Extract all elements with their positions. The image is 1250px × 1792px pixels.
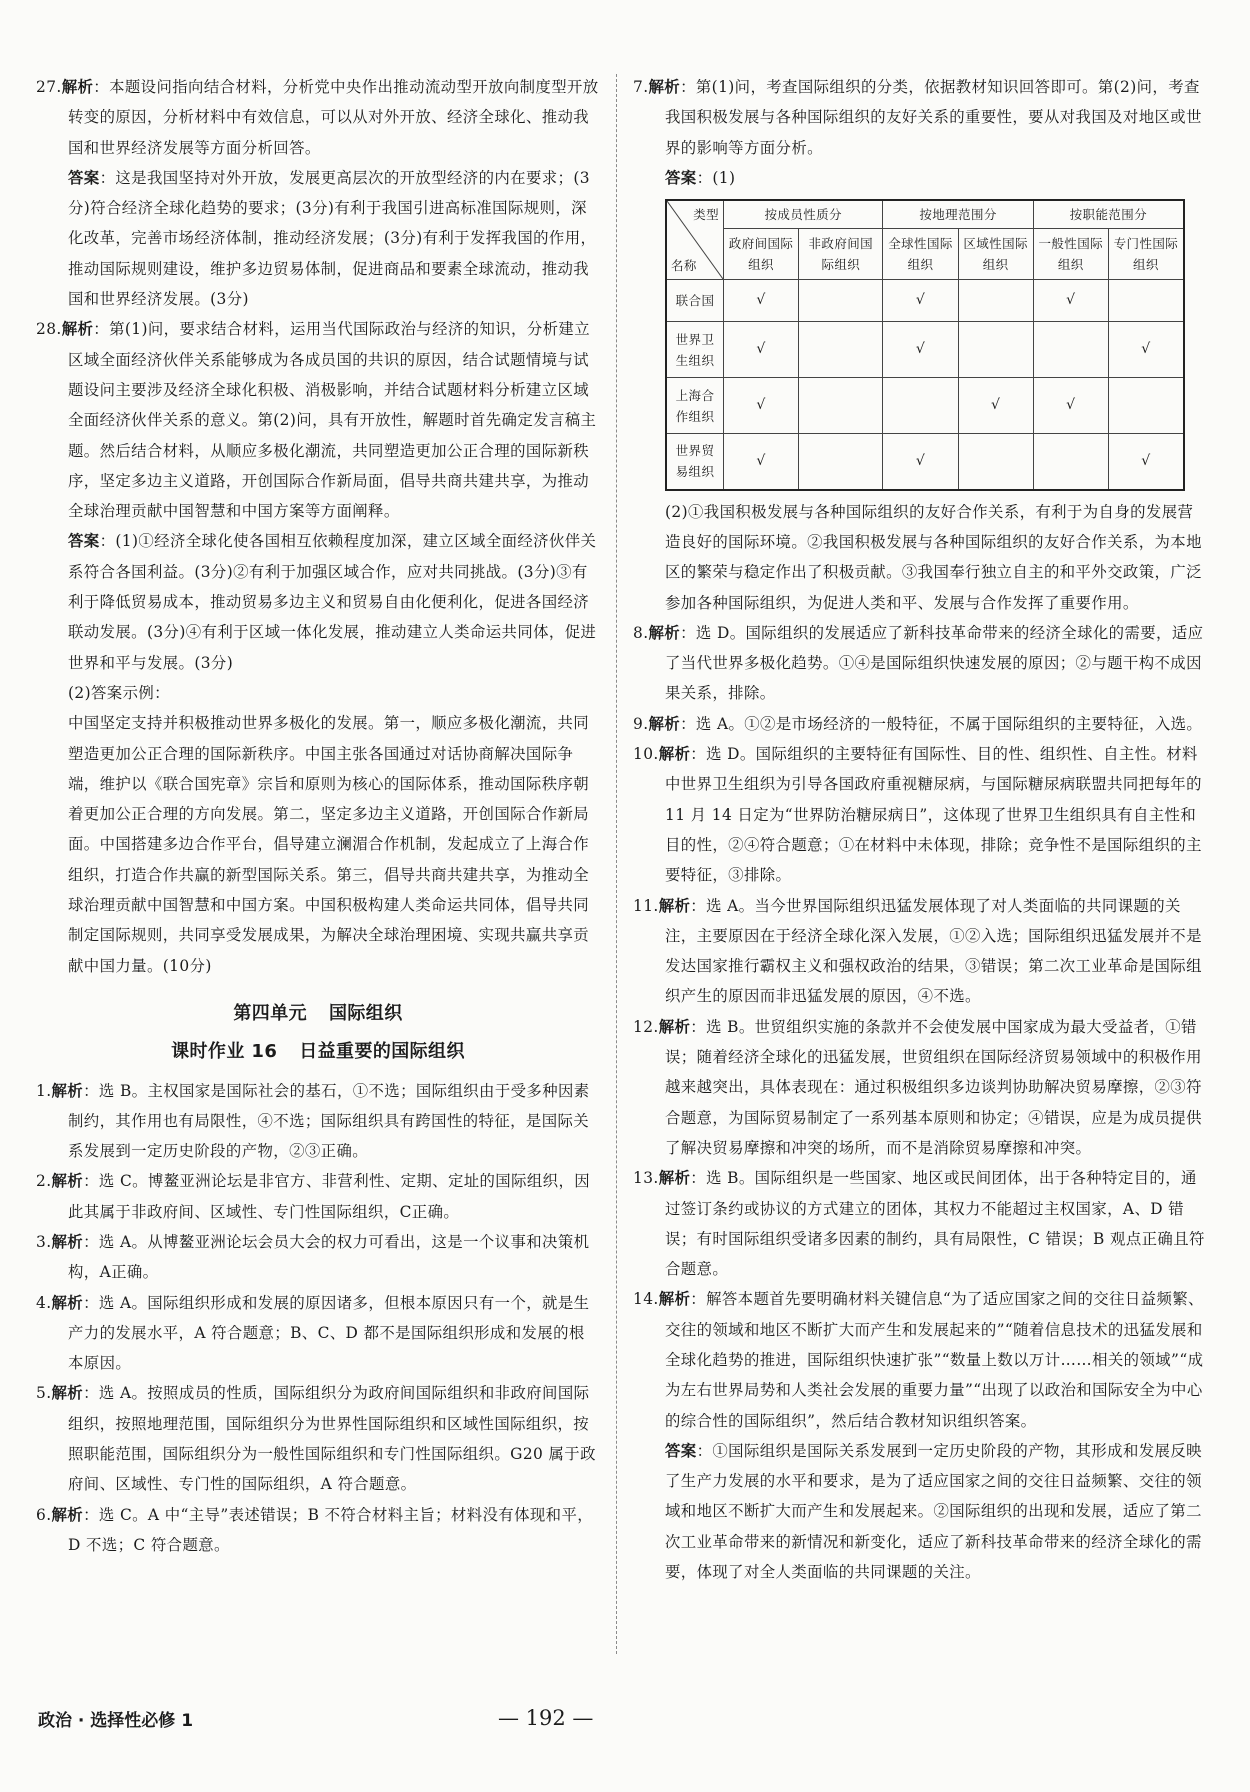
row-name: 世界贸易组织 — [666, 434, 724, 490]
sub-header: 区域性国际组织 — [958, 229, 1033, 280]
answer-14: 答案：①国际组织是国际关系发展到一定历史阶段的产物，其形成和发展反映了生产力发展的水平和要求，是为了适应国家之间的交往日益频繁、交往的领域和地区不断扩大而产生和发展起来。②国际组织的出现和发展，适应了第二次工业革命带来的新情况和新变化，适应了新科技革命带来的经济全球化的需要，体现了对全人类面临的共同课题的关注。 — [665, 1441, 1202, 1582]
page-number: — 192 — — [498, 1706, 594, 1730]
question-9: 9.解析：选 A。①②是市场经济的一般特征，不属于国际组织的主要特征，入选。 — [633, 714, 1203, 733]
check-cell: √ — [1108, 434, 1184, 490]
question-13: 13.解析：选 B。国际组织是一些国家、地区或民间团体，出于各种特定目的，通过签订条约或协议的方式建立的团体，其权力不能超过主权国家，A、D 错误；有时国际组织受诸多因素的制约，具有局限性，C 错误；B 观点正确且符合题意。 — [633, 1169, 1205, 1279]
check-cell — [1033, 322, 1108, 378]
question-1: 1.解析：选 B。主权国家是国际社会的基石，①不选；国际组织由于受多种因素制约，其作用也有局限性，④不选；国际组织具有跨国性的特征，是国际关系发展到一定历史阶段的产物，②③正确。 — [36, 1081, 590, 1161]
answer-28-part2-head: (2)答案示例： — [68, 683, 170, 702]
question-11: 11.解析：选 A。当今世界国际组织迅猛发展体现了对人类面临的共同课题的关注，主要原因在于经济全球化深入发展，①②入选；国际组织迅猛发展并不是发达国家推行霸权主义和强权政治的结果，③错误；第二次工业革命是国际组织产生的原因而非迅猛发展的原因，④不选。 — [633, 896, 1202, 1006]
question-8: 8.解析：选 D。国际组织的发展适应了新科技革命带来的经济全球化的需要，适应了当代世界多极化趋势。①④是国际组织快速发展的原因；②与题干构不成因果关系，排除。 — [633, 623, 1204, 703]
classification-table — [665, 199, 1185, 491]
lesson-title: 课时作业 16 日益重要的国际组织 — [171, 1041, 465, 1063]
check-cell — [958, 280, 1033, 322]
question-14: 14.解析：解答本题首先要明确材料关键信息“为了适应国家之间的交往日益频繁、交往的领域和地区不断扩大而产生和发展起来的”“随着信息技术的迅猛发展和全球化趋势的推进，国际组织快速扩张”“数量上数以万计……相关的领域”“成为左右世界局势和人类社会发展的重要力量”“出现了以政治和国际安全为中心的综合性的国际组织”，然后结合教材知识组织答案。 — [633, 1290, 1204, 1430]
answer-28-part2: 中国坚定支持并积极推动世界多极化的发展。第一，顺应多极化潮流，共同塑造更加公正合理的国际新秩序。中国主张各国通过对话协商解决国际争端，维护以《联合国宪章》宗旨和原则为核心的国际体系，推动国际秩序朝着更加公正合理的方向发展。第二，坚定多边主义道路，开创国际合作新局面。中国搭建多边合作平台，倡导建立澜湄合作机制，发起成立了上海合作组织，打造合作共赢的新型国际关系。第三，倡导共商共建共享，为推动全球治理贡献中国智慧和中国方案。中国积极构建人类命运共同体，倡导共同制定国际规则，共同享受发展成果，为解决全球治理困境、实现共赢共享贡献中国力量。(10分) — [68, 714, 590, 975]
check-cell: √ — [883, 322, 958, 378]
table-row — [666, 434, 1184, 490]
answer-7-part2: (2)①我国积极发展与各种国际组织的友好合作关系，有利于为自身的发展营造良好的国际环境。②我国积极发展与各种国际组织的友好合作关系，为本地区的繁荣与稳定作出了积极贡献。③我国奉行独立自主的和平外交政策，广泛参加各种国际组织，为促进人类和平、发展与合作发挥了重要作用。 — [665, 502, 1202, 612]
check-cell: √ — [724, 322, 799, 378]
check-cell: √ — [883, 280, 958, 322]
corner-type-label: 类型 — [693, 207, 719, 223]
question-27: 27.解析：本题设问指向结合材料，分析党中央作出推动流动型开放向制度型开放转变的原因，分析材料中有效信息，可以从对外开放、经济全球化、推动我国和世界经济发展等方面分析回答。 — [36, 78, 599, 157]
question-7: 7.解析：第(1)问，考查国际组织的分类，依据教材知识回答即可。第(2)问，考查我国积极发展与各种国际组织的友好关系的重要性，要从对我国及对地区或世界的影响等方面分析。 — [633, 78, 1202, 157]
question-6: 6.解析：选 C。A 中“主导”表述错误；B 不符合材料主旨；材料没有体现和平，D 不选；C 符合题意。 — [36, 1505, 594, 1554]
group-header: 按成员性质分 — [724, 200, 883, 229]
check-cell: √ — [724, 280, 799, 322]
sub-header: 政府间国际组织 — [724, 229, 799, 280]
check-cell — [1108, 280, 1184, 322]
check-cell: √ — [724, 378, 799, 434]
question-2: 2.解析：选 C。博鳌亚洲论坛是非官方、非营利性、定期、定址的国际组织，因此其属于非政府间、区域性、专门性国际组织，C正确。 — [36, 1172, 591, 1221]
row-name: 上海合作组织 — [666, 378, 724, 434]
sub-header: 专门性国际组织 — [1108, 229, 1184, 280]
question-12: 12.解析：选 B。世贸组织实施的条款并不会使发展中国家成为最大受益者，①错误；随着经济全球化的迅猛发展，世贸组织在国际经济贸易领域中的积极作用越来越突出，具体表现在：通过积极组织多边谈判协助解决贸易摩擦，②③符合题意，为国际贸易制定了一系列基本原则和协定；④错误，应是为成员提供了解决贸易摩擦和冲突的场所，而不是消除贸易摩擦和冲突。 — [633, 1017, 1202, 1157]
check-cell — [1033, 434, 1108, 490]
check-cell: √ — [1108, 322, 1184, 378]
group-header: 按职能范围分 — [1033, 200, 1184, 229]
answer-27: 答案：这是我国坚持对外开放，发展更高层次的开放型经济的内在要求；(3分)符合经济全球化趋势的要求；(3分)有利于我国引进高标准国际规则，深化改革，完善市场经济体制，推动经济发展；(3分)有利于发挥我国的作用，推动国际规则建设，维护多边贸易体制，促进商品和要素全球流动，推动我国和世界经济发展。(3分) — [68, 168, 597, 309]
right-column — [633, 72, 1206, 1587]
corner-name-label: 名称 — [671, 258, 697, 274]
unit-title: 第四单元 国际组织 — [233, 1002, 403, 1024]
check-cell — [799, 434, 883, 490]
question-4: 4.解析：选 A。国际组织形成和发展的原因诸多，但根本原因只有一个，就是生产力的发展水平，A 符合题意；B、C、D 都不是国际组织形成和发展的根本原因。 — [36, 1293, 590, 1373]
check-cell: √ — [724, 434, 799, 490]
check-cell — [799, 280, 883, 322]
table-corner-cell — [666, 200, 724, 280]
sub-header: 非政府间国际组织 — [799, 229, 883, 280]
answer-28: 答案：(1)①经济全球化使各国相互依赖程度加深，建立区域全面经济伙伴关系符合各国利益。(3分)②有利于加强区域合作，应对共同挑战。(3分)③有利于降低贸易成本，推动贸易多边主义和贸易自由化便利化，促进各国经济联动发展。(3分)④有利于区域一体化发展，推动建立人类命运共同体，促进世界和平与发展。(3分) — [68, 532, 597, 672]
check-cell: √ — [958, 378, 1033, 434]
question-10: 10.解析：选 D。国际组织的主要特征有国际性、目的性、组织性、自主性。材料中世界卫生组织为引导各国政府重视糖尿病，与国际糖尿病联盟共同把每年的 11 月 14 日定为“世界防治糖尿病日”，这体现了世界卫生组织具有自主性和目的性，②④符合题意；①在材料中未体现，排除；竞争性不是国际组织的主要特征，③排除。 — [633, 745, 1202, 885]
sub-header: 全球性国际组织 — [883, 229, 958, 280]
check-cell — [958, 434, 1033, 490]
subject-footer: 政治 · 选择性必修 1 — [38, 1711, 194, 1731]
check-cell — [799, 322, 883, 378]
question-28: 28.解析：第(1)问，要求结合材料，运用当代国际政治与经济的知识，分析建立区域全面经济伙伴关系能够成为各成员国的共识的原因，结合试题情境与试题设问主要涉及经济全球化积极、消极影响，并结合试题材料分析建立区域全面经济伙伴关系的意义。第(2)问，具有开放性，解题时首先确定发言稿主题。然后结合材料，从顺应多极化潮流，共同塑造更加公正合理的国际新秩序，坚定多边主义道路，开创国际合作新局面，倡导共商共建共享，为推动全球治理贡献中国智慧和中国方案等方面阐释。 — [36, 320, 597, 521]
group-header: 按地理范围分 — [883, 200, 1033, 229]
row-name: 世界卫生组织 — [666, 322, 724, 378]
column-divider — [616, 74, 617, 1654]
sub-header: 一般性国际组织 — [1033, 229, 1108, 280]
table-row — [666, 280, 1184, 322]
check-cell — [1108, 378, 1184, 434]
check-cell — [883, 378, 958, 434]
table-row — [666, 378, 1184, 434]
question-3: 3.解析：选 A。从博鳌亚洲论坛会员大会的权力可看出，这是一个议事和决策机构，A正确。 — [36, 1232, 590, 1282]
left-column — [36, 72, 600, 1560]
question-5: 5.解析：选 A。按照成员的性质，国际组织分为政府间国际组织和非政府间国际组织，按照地理范围，国际组织分为世界性国际组织和区域性国际组织，按照职能范围，国际组织分为一般性国际组织和专门性国际组织。G20 属于政府间、区域性、专门性的国际组织，A 符合题意。 — [36, 1384, 596, 1494]
check-cell: √ — [1033, 280, 1108, 322]
row-name: 联合国 — [666, 280, 724, 322]
check-cell — [958, 322, 1033, 378]
answer-7: 答案：(1) — [665, 168, 736, 187]
check-cell — [799, 378, 883, 434]
table-row — [666, 322, 1184, 378]
check-cell: √ — [883, 434, 958, 490]
check-cell: √ — [1033, 378, 1108, 434]
